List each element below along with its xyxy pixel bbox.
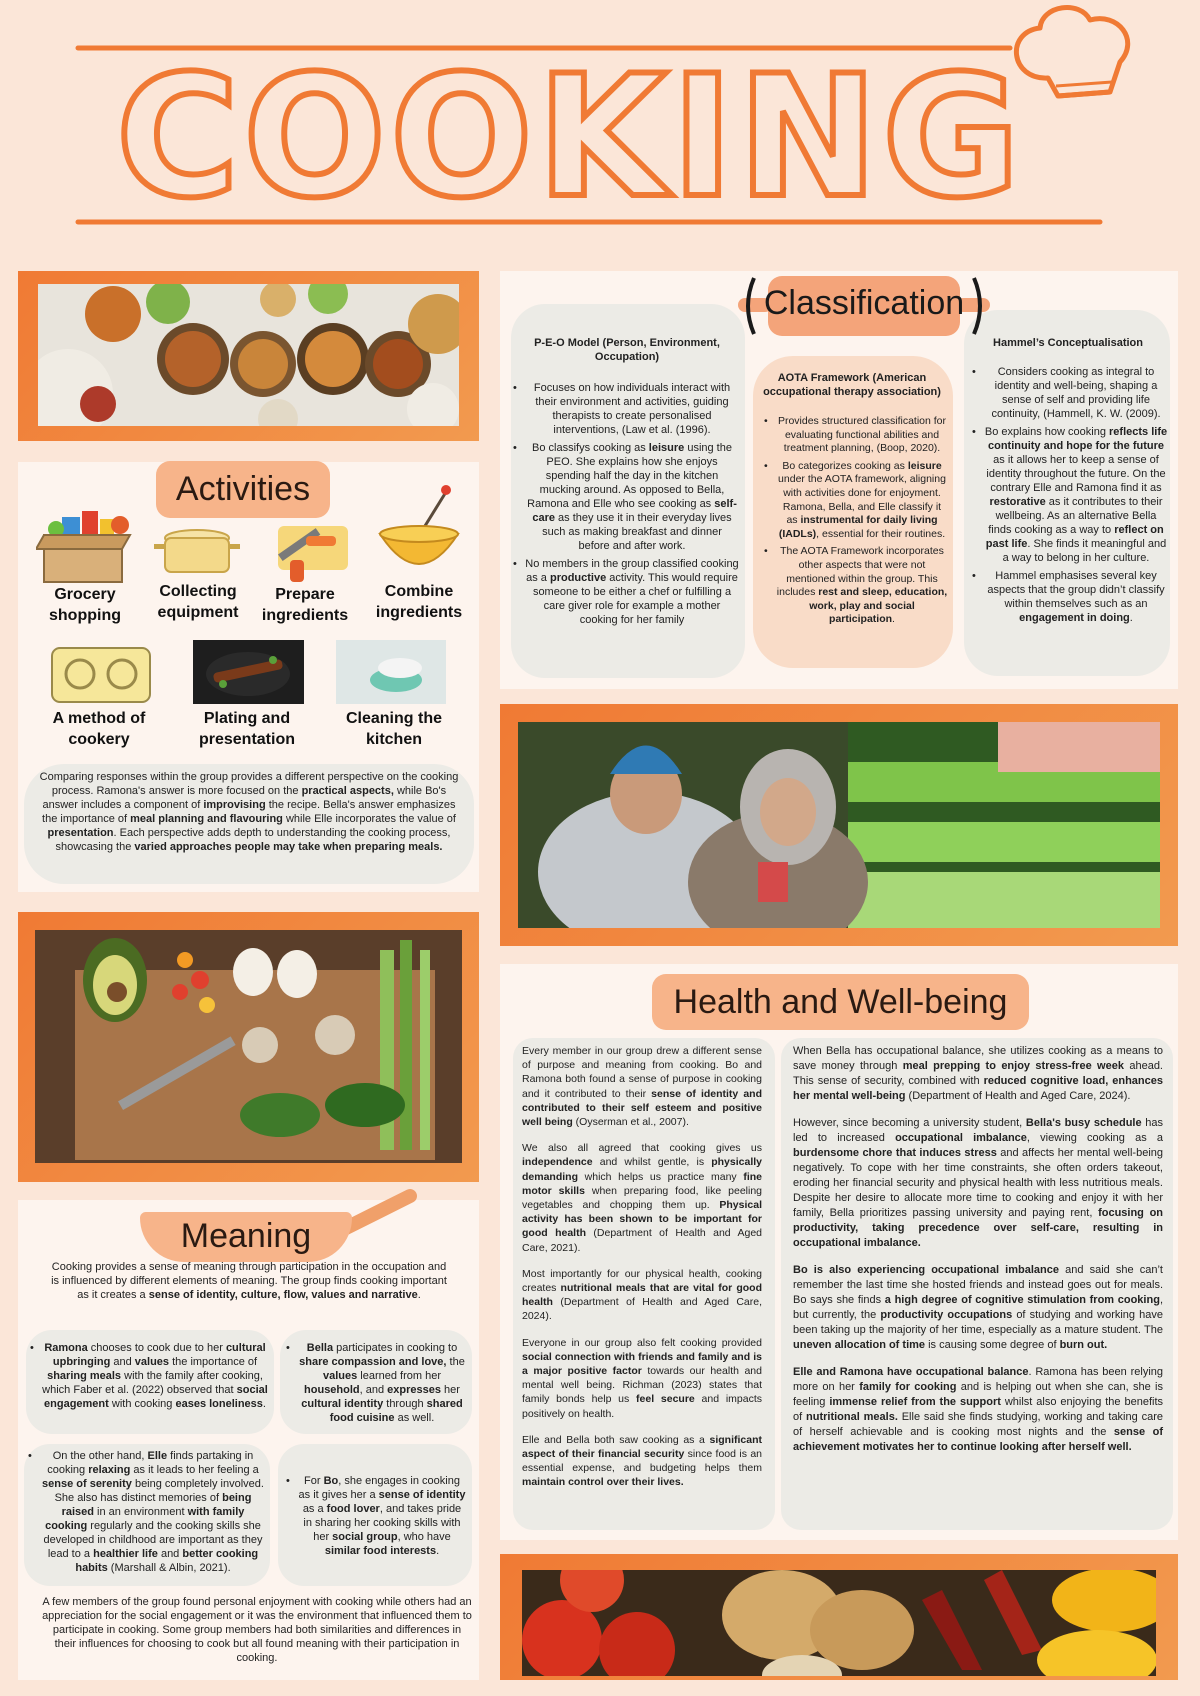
text: regularly and the cooking skills she developed in childhood are important as they lead to a bbox=[43, 1520, 263, 1560]
bella-text: • Bella participates in cooking to share compassion and love, the values learned from her household, and expresses her cultural identity through shared food cuisine as well. bbox=[286, 1342, 465, 1424]
bold-text: engagement in doing bbox=[1019, 612, 1130, 624]
text: , but currently, the bbox=[793, 1294, 1163, 1321]
text: when preparing food, like peeling vegetables and chopping them up. bbox=[522, 1184, 763, 1212]
ramona-text: • Ramona chooses to cook due to her cultural upbringing and values the importance of sharing meals with the family after cooking, which Faber et al. (2022) observed that social engagement with cooking eases loneliness. bbox=[30, 1342, 268, 1410]
bold-text: practical aspects, bbox=[301, 785, 394, 797]
text: . bbox=[1129, 612, 1133, 624]
bold-text: varied approaches people may take when preparing meals. bbox=[134, 841, 443, 853]
food-photo bbox=[38, 284, 459, 426]
bo-text: • For Bo, she engages in cooking as it gives her a sense of identity as a food lover, and takes pride in sharing her cooking skills with her social group, who have similar food interests. bbox=[286, 1475, 466, 1557]
bold-text: presentation bbox=[47, 827, 114, 839]
list-item bbox=[972, 365, 1168, 421]
text: , viewing cooking as a bbox=[1026, 1132, 1163, 1144]
text: through bbox=[383, 1398, 427, 1410]
text: and bbox=[157, 1548, 183, 1560]
meaning-outro: A few members of the group found personal enjoyment with cooking while others had an appreciation for the social engagement or it was the environment that influenced them to participate in cooking. Some group members had both similarities and differences in their influences for choosing to cook but all found meaning with their participation in cooking. bbox=[42, 1596, 472, 1664]
bold-text: rest and sleep, education, work, play and social participation bbox=[809, 586, 948, 626]
text: of studying and working have been taking up the majority of her time, especially as a mature student. The bbox=[793, 1309, 1164, 1336]
bold-text: share compassion and love, bbox=[299, 1356, 447, 1368]
text: On the other hand, bbox=[52, 1450, 148, 1462]
text: while Bo's answer includes a component of bbox=[42, 785, 447, 811]
paragraph bbox=[522, 1141, 762, 1255]
text: Cooking provides a sense of meaning through participation in the occupation and is influenced by different elements of meaning. The group finds cooking important as it creates a bbox=[51, 1261, 447, 1301]
text: as it leads to her feeling a bbox=[130, 1464, 259, 1476]
paragraph bbox=[793, 1365, 1163, 1455]
text: Hammel emphasises several key aspects that the group didn’t classify within themselves such as an bbox=[987, 570, 1165, 610]
activity-label: Cleaning the kitchen bbox=[345, 710, 442, 748]
text: Elle said she finds studying, working and taking care of herself achievable and is cooking most nights and the bbox=[793, 1411, 1163, 1438]
text: Bo explains how cooking bbox=[984, 426, 1110, 438]
list-item bbox=[972, 425, 1168, 565]
text: , essential for their routines. bbox=[816, 527, 946, 540]
plating-photo-icon bbox=[193, 640, 304, 704]
text: (Department of Health and Aged Care, 2024). bbox=[905, 1090, 1131, 1102]
text: We also all agreed that cooking gives us bbox=[522, 1142, 762, 1155]
bold-text: family for cooking bbox=[859, 1381, 957, 1393]
bold-text: improvising bbox=[203, 799, 266, 811]
bold-text: significant aspect of their financial security bbox=[522, 1433, 762, 1461]
page-title: COOKING bbox=[115, 39, 1025, 235]
text: . She finds it meaningful and a way to belong in her culture. bbox=[1002, 538, 1167, 564]
text: (Oyserman et al., 2007). bbox=[572, 1116, 689, 1129]
activity-label: A method of cookery bbox=[52, 710, 146, 748]
vegetables-photo bbox=[35, 930, 462, 1163]
text: her bbox=[441, 1384, 460, 1396]
bold-text: uneven allocation of time bbox=[793, 1339, 926, 1351]
bold-text: maintain control over their lives. bbox=[522, 1476, 684, 1489]
text: as well. bbox=[394, 1412, 435, 1424]
text: since food is an essential expense, and budgeting helps them bbox=[522, 1448, 762, 1475]
text: under the AOTA framework, aligning with activities done for enjoyment. Ramona, Bella, and Elle classify it as bbox=[778, 473, 946, 527]
bold-text: leisure bbox=[907, 459, 942, 472]
bold-text: healthier life bbox=[93, 1548, 158, 1560]
text: Comparing responses within the group provides a different perspective on the cooking process. Ramona's answer is more focused on the bbox=[39, 771, 459, 797]
bold-text: meal planning and flavouring bbox=[130, 813, 283, 825]
bold-text: values bbox=[322, 1370, 358, 1382]
mixing-bowl-icon bbox=[376, 484, 462, 580]
text: (Department of Health and Aged Care, 2021). bbox=[522, 1227, 762, 1254]
bold-text: being raised bbox=[61, 1492, 252, 1518]
bold-text: reflects life continuity and hope for the future bbox=[988, 426, 1168, 452]
activity-label: Plating and presentation bbox=[198, 710, 295, 748]
text: Focuses on how individuals interact with their environment and activities, guiding therapists to create personalised interventions, (Law et al. (1996). bbox=[533, 382, 731, 436]
bold-text: relaxing bbox=[88, 1464, 131, 1476]
activity-label: Prepare ingredients bbox=[261, 586, 349, 624]
text: and whilst gentle, is bbox=[592, 1156, 712, 1169]
text: as they use it in their everyday lives such as making breakfast and dinner before and after work. bbox=[542, 512, 732, 552]
text: the recipe. Bella's answer emphasizes the importance of bbox=[42, 799, 456, 825]
text: The AOTA Framework incorporates other aspects that were not mentioned within the group. This includes bbox=[776, 545, 944, 599]
text: , she engages in cooking as it gives her a bbox=[298, 1475, 460, 1501]
text: as it allows her to keep a sense of identity throughout the future. On the contrary Elle and Ramona find it as bbox=[986, 454, 1166, 494]
bold-text: Bella bbox=[306, 1342, 334, 1354]
list-item bbox=[972, 569, 1168, 625]
activities-summary bbox=[34, 770, 464, 854]
text: For bbox=[304, 1475, 324, 1487]
text: in an environment bbox=[94, 1506, 188, 1518]
text: while Elle incorporates the value of bbox=[282, 813, 456, 825]
text: . Each perspective adds depth to understanding the cooking process, showcasing the bbox=[55, 827, 451, 853]
produce-photo bbox=[522, 1570, 1156, 1676]
text: which helps us practice many bbox=[578, 1170, 744, 1183]
bold-text: food lover bbox=[326, 1503, 380, 1515]
bold-text: nutritional meals. bbox=[806, 1411, 898, 1423]
bold-text: similar food interests bbox=[324, 1545, 437, 1557]
text: ahead. This sense of security, combined with bbox=[793, 1060, 1163, 1087]
bold-text: immense relief from the support bbox=[829, 1396, 1001, 1408]
text: , and bbox=[359, 1384, 388, 1396]
activity-label: Combine ingredients bbox=[375, 583, 463, 621]
bold-text: focusing on productivity, taking precedence over self-care, resulting in occupational imbalance. bbox=[793, 1207, 1164, 1249]
bold-text: social engagement bbox=[44, 1384, 268, 1410]
title-area bbox=[0, 0, 1200, 250]
text: learned from her bbox=[357, 1370, 441, 1382]
bold-text: social group bbox=[332, 1531, 398, 1543]
text: and impacts positively on health. bbox=[522, 1393, 763, 1420]
shoppers-photo bbox=[518, 722, 1160, 928]
bold-text: better cooking habits bbox=[75, 1548, 259, 1574]
bold-text: social connection with friends and family and is a major positive factor bbox=[522, 1350, 762, 1378]
text: with cooking bbox=[108, 1398, 176, 1410]
text: towards our health and mental well being. Richman (2023) states that family bonds help us bbox=[522, 1365, 762, 1406]
text: being completely involved. She also has distinct memories of bbox=[54, 1478, 264, 1504]
text: activity. This would require someone to be either a chef or fulfilling a care giver role for example a mother cooking for her family bbox=[532, 572, 738, 626]
bold-text: sense of identity, culture, flow, values and narrative bbox=[148, 1289, 418, 1301]
list-item bbox=[764, 460, 948, 542]
bold-text: fine motor skills bbox=[522, 1170, 762, 1197]
text: chooses to cook due to her bbox=[87, 1342, 226, 1354]
text: . Ramona has been relying more on her bbox=[793, 1366, 1163, 1393]
cutting-board-icon bbox=[270, 520, 354, 584]
text: Elle and Bella both saw cooking as a bbox=[522, 1433, 710, 1446]
bold-text: reduced cognitive load, enhances her mental well-being bbox=[793, 1075, 1163, 1102]
bold-text: independence bbox=[522, 1156, 593, 1169]
activity-label: Collecting equipment bbox=[157, 583, 239, 621]
text: Bo categorizes cooking as bbox=[782, 459, 908, 472]
meaning-intro bbox=[50, 1260, 448, 1302]
text: the bbox=[446, 1356, 465, 1368]
bold-text: household bbox=[304, 1384, 360, 1396]
text: participates in cooking to bbox=[333, 1342, 458, 1354]
list-item bbox=[513, 557, 739, 627]
bold-text: Bo bbox=[323, 1475, 339, 1487]
list-item bbox=[513, 381, 739, 437]
meaning-heading: Meaning bbox=[140, 1212, 352, 1262]
bold-text: burn out. bbox=[1059, 1339, 1108, 1351]
text: and said she can’t remember the last time she hosted friends and instead goes out for meals. Bo says she finds bbox=[793, 1264, 1163, 1306]
bold-text: eases loneliness bbox=[175, 1398, 263, 1410]
bold-text: shared food cuisine bbox=[329, 1398, 463, 1424]
bold-text: with family cooking bbox=[45, 1506, 245, 1532]
aota-list bbox=[764, 415, 948, 631]
activities-heading: Activities bbox=[156, 461, 330, 518]
text: , and takes pride in sharing her cooking skills with her bbox=[303, 1503, 462, 1543]
text: Every member in our group drew a different sense of purpose and meaning from cooking. Bo and Ramona both found a sense of purpose in cooking and it contributed to their bbox=[522, 1045, 762, 1100]
text: . bbox=[417, 1289, 421, 1301]
text: Most importantly for our physical health, cooking creates bbox=[522, 1267, 762, 1295]
bold-text: cultural identity bbox=[301, 1398, 384, 1410]
paragraph bbox=[522, 1044, 762, 1129]
bold-text: sense of identity bbox=[378, 1489, 466, 1501]
text: However, since becoming a university student, bbox=[793, 1117, 1026, 1129]
text: is causing some degree of bbox=[925, 1339, 1060, 1351]
stove-icon bbox=[50, 646, 152, 704]
bold-text: restorative bbox=[989, 496, 1046, 508]
hammel-list bbox=[972, 365, 1168, 629]
paragraph bbox=[522, 1336, 762, 1421]
health-heading: Health and Well-being bbox=[652, 974, 1029, 1030]
text: No members in the group classified cooking as a bbox=[525, 558, 739, 584]
bold-text: Ramona bbox=[44, 1342, 88, 1354]
bold-text: burdensome chore that induces stress bbox=[793, 1147, 997, 1159]
health-right-text bbox=[793, 1044, 1163, 1467]
bold-text: sense of serenity bbox=[42, 1478, 132, 1490]
list-item bbox=[764, 415, 948, 456]
text: . bbox=[436, 1545, 440, 1557]
text: with the family after cooking, which Faber et al. (2022) observed that bbox=[42, 1370, 263, 1396]
text: the importance of bbox=[169, 1356, 258, 1368]
text: . bbox=[892, 613, 895, 626]
text: , who have bbox=[397, 1531, 451, 1543]
pot-icon bbox=[152, 528, 242, 580]
health-left-text bbox=[522, 1044, 762, 1502]
bold-text: reflect on past life bbox=[985, 524, 1164, 550]
bold-text: nutritional meals that are vital for good health bbox=[522, 1282, 762, 1309]
bold-text: Elle bbox=[147, 1450, 168, 1462]
paragraph bbox=[522, 1267, 762, 1324]
hammel-title: Hammel’s Conceptualisation bbox=[993, 337, 1143, 349]
bold-text: occupational imbalance bbox=[895, 1132, 1027, 1144]
paragraph bbox=[793, 1116, 1163, 1251]
bold-text: sharing meals bbox=[47, 1370, 122, 1382]
text: and affects her mental well-being negatively. To cope with her time constraints, she often orders takeout, eroding her financial security and physical health with less nutritious meals. Despite her desire to allocate more time to cooking and enjoy it with her family, Bella prioritizes passing university and paying rent, bbox=[793, 1147, 1163, 1219]
peo-list bbox=[513, 381, 739, 631]
bold-text: productivity occupations bbox=[880, 1309, 1013, 1321]
bold-text: self-care bbox=[532, 498, 737, 524]
bold-text: leisure bbox=[648, 442, 685, 454]
bold-text: Physical activity has been shown to be important for good health bbox=[522, 1199, 762, 1240]
elle-text: • On the other hand, Elle finds partaking in cooking relaxing as it leads to her feeling a sense of serenity being completely involved. She also has distinct memories of being raised in an environment with family cooking regularly and the cooking skills she developed in childhood are important as they lead to a healthier life and better cooking habits (Marshall & Albin, 2021). bbox=[28, 1450, 264, 1574]
bold-text: sense of identity and contributed to their self esteem and positive well being bbox=[522, 1087, 762, 1129]
text: and bbox=[110, 1356, 135, 1368]
peo-title: P-E-O Model (Person, Environment, Occupation) bbox=[534, 337, 720, 363]
text: has led to increased bbox=[793, 1117, 1164, 1144]
text: (Department of Health and Aged Care, 2024). bbox=[522, 1296, 762, 1323]
list-item bbox=[764, 545, 948, 627]
text: as it contributes to their wellbeing. As an alternative Bella finds cooking as a way to bbox=[988, 496, 1163, 536]
bold-text: meal prepping to enjoy stress-free week bbox=[902, 1060, 1124, 1072]
paragraph bbox=[793, 1044, 1163, 1104]
bold-text: Elle and Ramona have occupational balance bbox=[793, 1366, 1029, 1378]
grocery-box-icon bbox=[36, 505, 148, 585]
bold-text: values bbox=[134, 1356, 170, 1368]
text: (Marshall & Albin, 2021). bbox=[107, 1562, 231, 1574]
text: Everyone in our group also felt cooking provided bbox=[522, 1336, 762, 1349]
bold-text: physically demanding bbox=[522, 1156, 762, 1183]
text: whilst also enjoying the benefits of bbox=[793, 1396, 1163, 1423]
bold-text: instrumental for daily living (IADLs) bbox=[778, 514, 938, 540]
text: . bbox=[262, 1398, 266, 1410]
list-item bbox=[513, 441, 739, 553]
aota-title: AOTA Framework (American occupational therapy association) bbox=[763, 372, 941, 398]
bold-text: feel secure bbox=[636, 1393, 695, 1406]
bold-text: sense of achievement motivates her to continue looking after herself well. bbox=[793, 1426, 1163, 1453]
text: using the PEO. She explains how she enjoys spending half the day in the kitchen mucking around. As opposed to Bella, Ramona and Elle who see cooking as bbox=[527, 442, 732, 510]
text: Considers cooking as integral to identity and well-being, shaping a sense of self and providing life continuity, (Hammell, K. W. (2009). bbox=[991, 366, 1161, 420]
bold-text: Bella's busy schedule bbox=[1025, 1117, 1142, 1129]
text: Bo classifys cooking as bbox=[532, 442, 649, 454]
bold-text: a high degree of cognitive stimulation from cooking bbox=[884, 1294, 1160, 1306]
bold-text: cultural upbringing bbox=[52, 1342, 266, 1368]
text: and is helping out when she can, she is feeling bbox=[793, 1381, 1163, 1408]
paragraph bbox=[522, 1433, 762, 1490]
text: finds partaking in cooking bbox=[47, 1450, 254, 1476]
bold-text: Bo is also experiencing occupational imbalance bbox=[793, 1264, 1059, 1276]
bold-text: expresses bbox=[387, 1384, 441, 1396]
text: as a bbox=[302, 1503, 327, 1515]
activity-label: Grocery shopping bbox=[49, 586, 121, 624]
cleaning-photo-icon bbox=[336, 640, 446, 704]
bold-text: productive bbox=[549, 572, 607, 584]
paragraph bbox=[793, 1263, 1163, 1353]
text: Provides structured classification for evaluating functional abilities and treatment planning, (Boop, 2020). bbox=[777, 415, 947, 455]
text: When Bella has occupational balance, she utilizes cooking as a means to save money through bbox=[793, 1045, 1163, 1072]
classification-heading: Classification bbox=[763, 284, 965, 322]
